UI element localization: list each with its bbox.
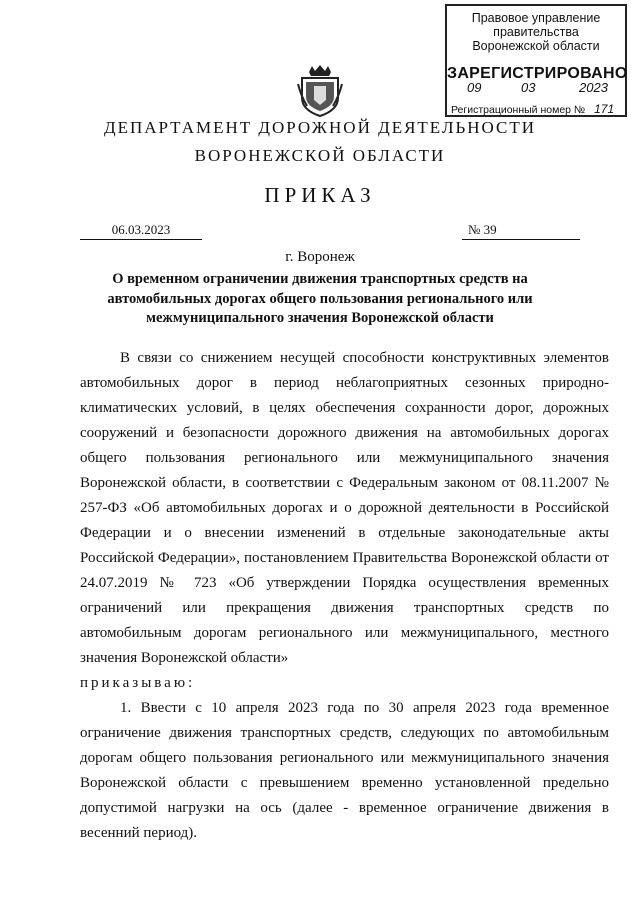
stamp-date <box>459 80 619 96</box>
stamp-authority-line1: Правовое управление правительства <box>471 11 601 39</box>
stamp-reg-number: 171 <box>588 102 620 117</box>
order-directive-word: приказываю: <box>80 675 196 691</box>
stamp-day: 09 <box>467 80 482 95</box>
document-type: ПРИКАЗ <box>264 183 376 207</box>
order-subject: О временном ограничении движения транспортных средств на автомобильных дорогах общего пользования регионального или межмуниципального значения Воронежской области <box>107 271 533 326</box>
order-number-line <box>462 222 580 240</box>
number-sign: № <box>468 222 481 237</box>
stamp-year: 2023 <box>579 80 608 95</box>
stamp-reg-label: Регистрационный номер № <box>451 104 586 116</box>
order-date: 06.03.2023 <box>80 222 202 240</box>
department-title-line2: ВОРОНЕЖСКОЙ ОБЛАСТИ <box>194 146 446 165</box>
order-body <box>80 346 609 846</box>
stamp-authority-line2: Воронежской области <box>472 39 600 53</box>
preamble-paragraph: В связи со снижением несущей способности конструктивных элементов автомобильных дорог в период неблагоприятных сезонных природно-климатических условий, в целях обеспечения сохранности дорог, дорожных сооружений и безопасности дорожного движения на автомобильных дорогах общего пользования регионального или межмуниципального значения Воронежской области, в соответствии с Федеральным законом от 08.11.2007 № 257-ФЗ «Об автомобильных дорогах и о дорожной деятельности в Российской Федерации и о внесении изменений в отдельные законодательные акты Российской Федерации», постановлением Правительства Воронежской области от 24.07.2019 № 723 «Об утверждении Порядка осуществления временных ограничений или прекращения движения транспортных средств по автомобильным дорогам регионального или межмуниципального, местного значения Воронежской области» <box>80 350 609 666</box>
order-item-1: 1. Ввести с 10 апреля 2023 года по 30 апреля 2023 года временное ограничение движения транспортных средств, следующих по автомобильным дорогам общего пользования регионального или межмуниципального значения Воронежской области с превышением временно установленной предельно допустимой нагрузки на ось (далее - временное ограничение движения в весенний период). <box>80 700 609 841</box>
coat-of-arms-icon <box>297 64 343 118</box>
registration-stamp <box>445 4 627 117</box>
order-number: 39 <box>483 222 497 237</box>
stamp-status: ЗАРЕГИСТРИРОВАНО <box>447 65 628 82</box>
department-title-line1: ДЕПАРТАМЕНТ ДОРОЖНОЙ ДЕЯТЕЛЬНОСТИ <box>103 118 537 137</box>
stamp-reg-number-line <box>451 102 625 117</box>
stamp-month: 03 <box>521 80 536 95</box>
city: г. Воронеж <box>285 249 355 265</box>
